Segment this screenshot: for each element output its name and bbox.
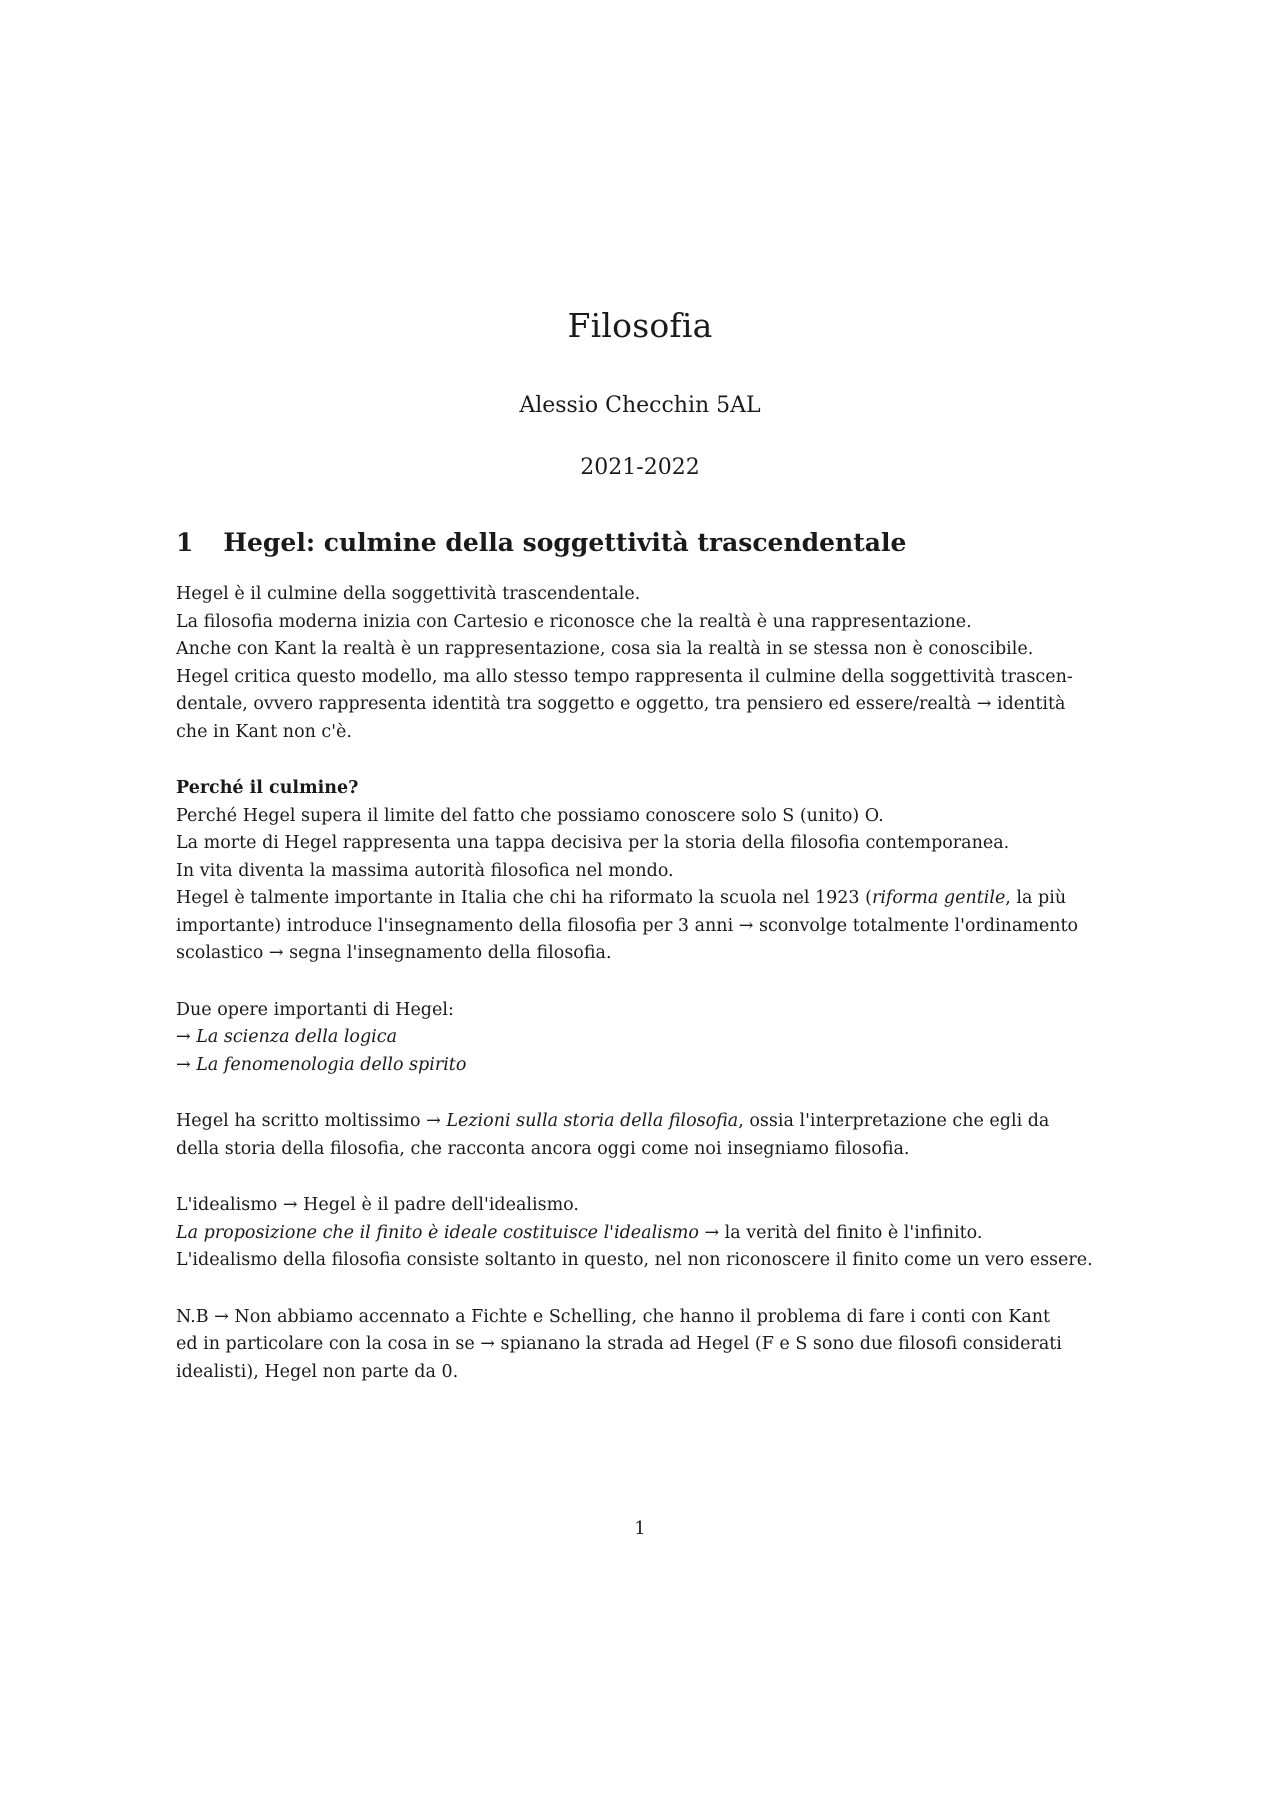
arrow-icon: → <box>176 1054 191 1075</box>
text-line: Perché Hegel supera il limite del fatto che possiamo conoscere solo S (unito) O. <box>176 805 884 826</box>
text-line: Due opere importanti di Hegel: <box>176 999 454 1020</box>
document-body <box>176 528 1111 1415</box>
text-line: La morte di Hegel rappresenta una tappa decisiva per la storia della filosofia contemporanea. <box>176 833 1010 853</box>
idealismo-paragraph <box>176 1192 1111 1275</box>
text-line: L'idealismo → Hegel è il padre dell'idealismo. <box>176 1195 579 1215</box>
text-line: idealisti), Hegel non parte da 0. <box>176 1361 459 1382</box>
work-title: La fenomenologia dello spirito <box>196 1054 467 1075</box>
text-line: Anche con Kant la realtà è un rappresentazione, cosa sia la realtà in se stessa non è conoscibile. <box>176 639 1034 659</box>
section-title: Hegel: culmine della soggettività trascendentale <box>223 528 907 557</box>
italic-term: Lezioni sulla storia della filosofia <box>446 1111 739 1131</box>
text-line: importante) introduce l'insegnamento della filosofia per 3 anni → sconvolge totalmente l'ordinamento <box>176 915 1079 936</box>
text-line: La filosofia moderna inizia con Cartesio e riconosce che la realtà è una rappresentazione. <box>176 611 972 632</box>
opere-paragraph <box>176 997 1111 1080</box>
page-number: 1 <box>634 1518 646 1539</box>
text-line: scolastico → segna l'insegnamento della filosofia. <box>176 943 612 963</box>
document-date: 2021-2022 <box>580 455 700 480</box>
text-segment: Hegel ha scritto moltissimo → <box>176 1111 447 1131</box>
text-line: L'idealismo della filosofia consiste soltanto in questo, nel non riconoscere il finito come un vero essere. <box>176 1250 1093 1270</box>
section-heading <box>176 528 1111 557</box>
text-line: In vita diventa la massima autorità filosofica nel mondo. <box>176 860 674 881</box>
text-line: ed in particolare con la cosa in se → spianano la strada ad Hegel (F e S sono due filosofi considerati <box>176 1334 1062 1354</box>
text-segment: , la più <box>1005 888 1067 908</box>
text-line: dentale, ovvero rappresenta identità tra soggetto e oggetto, tra pensiero ed essere/realtà → identità <box>176 694 1066 714</box>
document-title: Filosofia <box>567 306 713 345</box>
text-segment: → la verità del finito è l'infinito. <box>698 1222 983 1243</box>
italic-term: La proposizione che il finito è ideale costituisce l'idealismo <box>176 1222 699 1243</box>
text-line <box>176 1220 1111 1248</box>
culmine-paragraph <box>176 775 1111 968</box>
subheading: Perché il culmine? <box>176 778 359 798</box>
nb-paragraph <box>176 1304 1111 1387</box>
italic-term: riforma gentile <box>871 888 1006 908</box>
text-line: N.B → Non abbiamo accennato a Fichte e Schelling, che hanno il problema di fare i conti con Kant <box>176 1306 1051 1327</box>
text-line <box>176 885 1111 913</box>
text-line: Hegel è il culmine della soggettività trascendentale. <box>176 584 641 604</box>
intro-paragraph <box>176 581 1111 746</box>
arrow-icon: → <box>176 1027 191 1047</box>
text-segment: Hegel è talmente importante in Italia che chi ha riformato la scuola nel 1923 ( <box>176 888 872 908</box>
text-line: della storia della filosofia, che racconta ancora oggi come noi insegniamo filosofia. <box>176 1138 910 1159</box>
list-item <box>176 1024 1111 1052</box>
list-item <box>176 1052 1111 1080</box>
document-author: Alessio Checchin 5AL <box>519 393 761 418</box>
text-segment: , ossia l'interpretazione che egli da <box>738 1111 1050 1131</box>
section-number: 1 <box>176 528 194 557</box>
lezioni-paragraph <box>176 1108 1111 1163</box>
text-line: che in Kant non c'è. <box>176 721 352 742</box>
text-line: Hegel critica questo modello, ma allo stesso tempo rappresenta il culmine della soggettività trascen- <box>176 666 1073 687</box>
text-line <box>176 1108 1111 1136</box>
work-title: La scienza della logica <box>196 1027 398 1047</box>
